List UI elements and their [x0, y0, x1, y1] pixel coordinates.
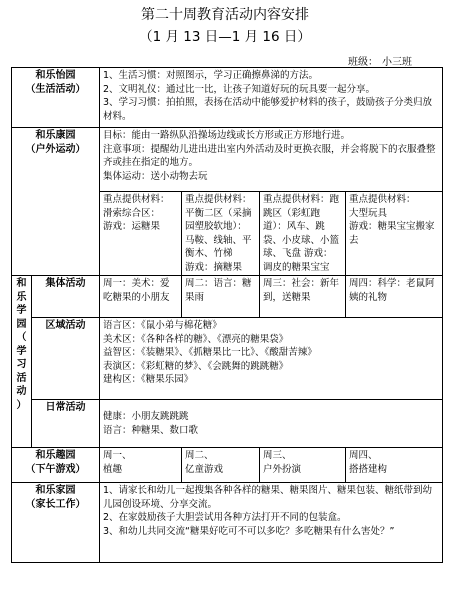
daily-item: 语言：种糖果、数口歌 [103, 424, 199, 436]
page-subtitle: （1 月 13 日—1 月 16 日） [139, 29, 311, 45]
collective-day-2: 周二：语言：糖果雨 [182, 276, 260, 318]
sports-material-2: 重点提供材料：平衡二区（采摘园塑胶软地）：马鞍、线轴、平衡木、竹梯 游戏：摘糖果 [182, 192, 260, 276]
collective-day-4: 周四：科学：老鼠阿姨的礼物 [346, 276, 443, 318]
sports-material-1: 重点提供材料： 滑索综合区： 游戏：运糖果 [100, 192, 182, 276]
collective-day-3: 周三：社会：新年到，送糖果 [260, 276, 346, 318]
area-activity-content [100, 318, 443, 400]
area-item: 表演区：《彩虹糖的梦》、《会跳舞的跳跳糖》 [103, 360, 289, 372]
daily-item: 健康：小朋友跳跳跳 [103, 411, 189, 422]
parent-item: 2、在家鼓励孩子大胆尝试用各种方法打开不同的包装盒。 [103, 512, 347, 523]
game-day-4: 周四、 搭搭建构 [346, 448, 443, 483]
area-item: 语言区：《鼠小弟与棉花糖》 [103, 320, 222, 331]
life-item: 3、学习习惯：拍拍照，表扬在活动中能够爱护材料的孩子，鼓励孩子分类归放材料。 [103, 97, 433, 122]
section-parent-label: 和乐家园 （家长工作） [12, 483, 100, 563]
section-sports-label: 和乐康园 （户外运动） [12, 128, 100, 276]
sports-material-3: 重点提供材料：跑跳区（彩虹跑道）：风车、跳袋、小皮球、小篮球、飞盘 游戏：调皮的糖果宝宝 [260, 192, 346, 276]
class-name: 小三班 [382, 57, 412, 68]
game-day-3: 周三、 户外扮演 [260, 448, 346, 483]
row-learning-collective [12, 276, 443, 318]
game-day-2: 周二、 亿童游戏 [182, 448, 260, 483]
row-afternoon-games [12, 448, 443, 483]
page-title: 第二十周教育活动内容安排 [141, 7, 309, 23]
life-item: 1、生活习惯：对照图示，学习正确擦鼻涕的方法。 [103, 70, 319, 81]
sports-material-4: 重点提供材料： 大型玩具 游戏：糖果宝宝搬家去 [346, 192, 443, 276]
schedule-table [11, 67, 443, 563]
section-sports-summary [100, 128, 443, 192]
section-games-label: 和乐趣园 （下午游戏） [12, 448, 100, 483]
area-item: 建构区：《糖果乐园》 [103, 374, 194, 385]
area-activity-label: 区域活动 [32, 318, 100, 400]
row-life [12, 68, 443, 128]
parent-item: 3、和幼儿共同交流“糖果好吃可不可以多吃？多吃糖果有什么害处？” [103, 525, 395, 537]
class-info [344, 53, 412, 68]
collective-day-1: 周一：美术：爱吃糖果的小朋友 [100, 276, 182, 318]
daily-activity-label: 日常活动 [32, 400, 100, 448]
daily-activity-content [100, 400, 443, 448]
section-life-content [100, 68, 443, 128]
sports-goal: 目标：能由一路纵队沿操场边线或长方形或正方形地行进。 [103, 130, 351, 141]
life-item: 2、文明礼仪：通过比一比，让孩子知道好玩的玩具要一起分享。 [103, 83, 376, 95]
sports-group: 集体运动：送小动物去玩 [103, 170, 208, 182]
row-sports-top [12, 128, 443, 192]
section-parent-content [100, 483, 443, 563]
sports-note: 注意事项：提醒幼儿进出进出室内外活动及时更换衣服，并会将脱下的衣服叠整齐或挂在指定的地方。 [103, 143, 436, 168]
section-learning-label: 和 乐 学 园 （ 学 习 活 动 ） [12, 276, 32, 448]
section-life-label: 和乐怡园 （生活活动） [12, 68, 100, 128]
game-day-1: 周一、 植趣 [100, 448, 182, 483]
row-learning-area [12, 318, 443, 400]
class-label: 班级： [348, 57, 378, 68]
collective-activity-label: 集体活动 [32, 276, 100, 318]
area-item: 益智区：《装糖果》、《抓糖果比一比》、《酸甜苦辣》 [103, 347, 317, 358]
row-parent-work [12, 483, 443, 563]
row-learning-daily [12, 400, 443, 448]
area-item: 美术区：《各种各样的糖》、《漂亮的糖果袋》 [103, 333, 289, 345]
parent-item: 1、请家长和幼儿一起搜集各种各样的糖果、糖果图片、糖果包装、糖纸带到幼儿园创设环境、分享交流。 [103, 485, 433, 510]
